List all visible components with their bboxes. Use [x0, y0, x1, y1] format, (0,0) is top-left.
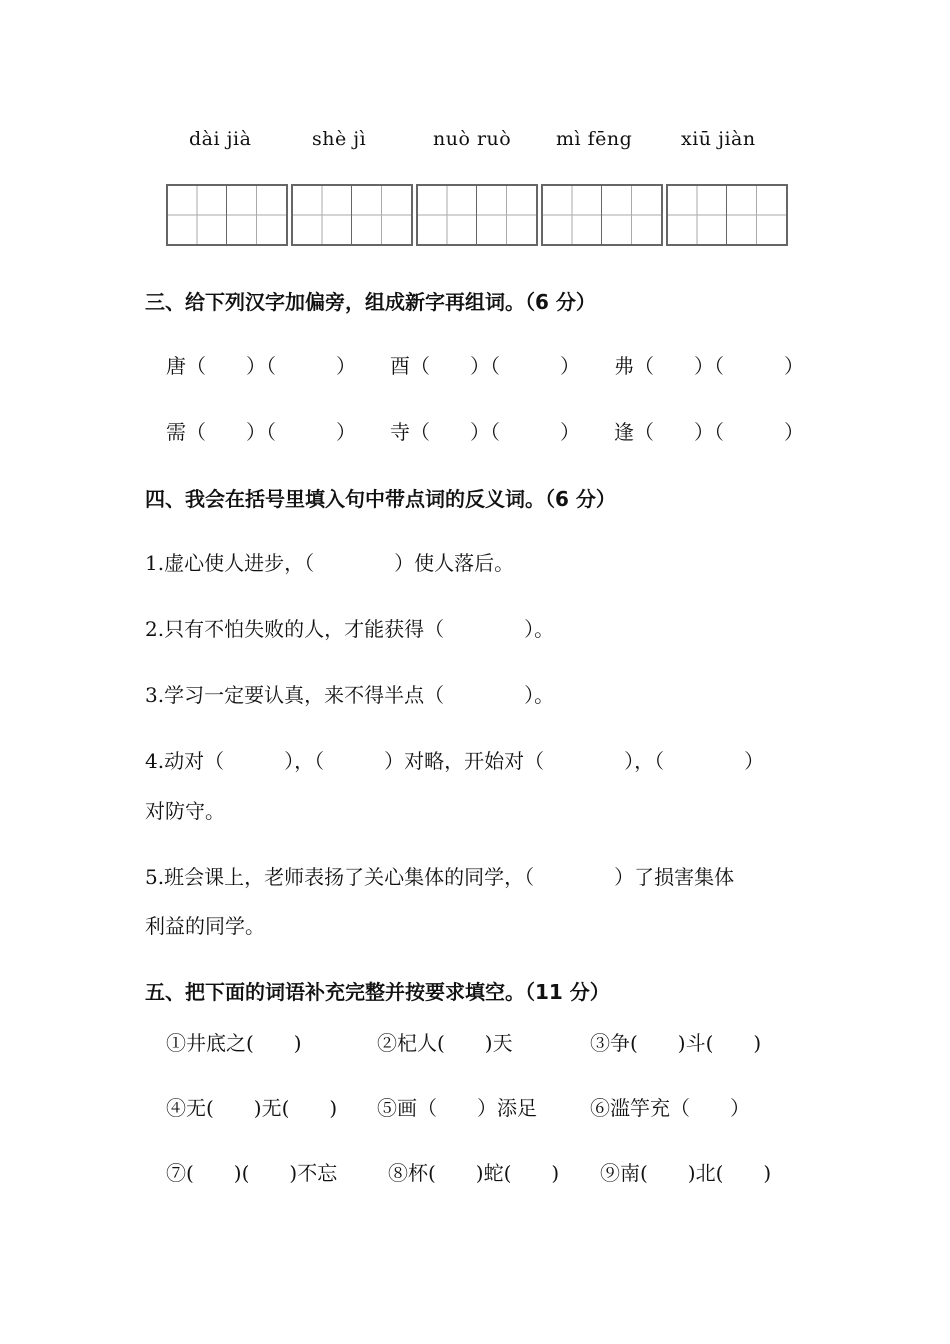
- word-box-4[interactable]: [541, 184, 663, 246]
- section5-row1: [166, 1027, 761, 1056]
- pinyin-5: xiū jiàn: [681, 128, 756, 150]
- section3-row1: [166, 350, 804, 379]
- section3-title: 三、给下列汉字加偏旁，组成新字再组词。（6 分）: [145, 290, 596, 314]
- idiom-item: ⑧杯( )蛇( ): [388, 1161, 560, 1185]
- radical-item: 逢（ ）（ ）: [614, 420, 804, 444]
- radical-item: 弗（ ）（ ）: [614, 354, 804, 378]
- idiom-item: ⑦( )( )不忘: [166, 1161, 338, 1185]
- word-box-2[interactable]: [291, 184, 413, 246]
- antonym-item-4: 4.动对（ ），（ ）对略，开始对（ ），（ ）: [145, 749, 765, 773]
- pinyin-4: mì fēng: [556, 128, 633, 150]
- idiom-item: ③争( )斗( ): [590, 1031, 762, 1055]
- pinyin-3: nuò ruò: [433, 128, 512, 150]
- word-box-5[interactable]: [666, 184, 788, 246]
- section3-row2: [166, 416, 804, 445]
- pinyin-2: shè jì: [312, 128, 367, 150]
- pinyin-1: dài jià: [189, 128, 252, 150]
- word-box-3[interactable]: [416, 184, 538, 246]
- radical-item: 寺（ ）（ ）: [390, 420, 580, 444]
- section5-row3: [166, 1157, 771, 1186]
- antonym-item-2: 2.只有不怕失败的人，才能获得（ ）。: [145, 617, 555, 641]
- word-box-1[interactable]: [166, 184, 288, 246]
- writing-grid: [166, 184, 786, 246]
- radical-item: 需（ ）（ ）: [166, 420, 356, 444]
- antonym-item-4-cont: 对防守。: [145, 799, 225, 823]
- radical-item: 酉（ ）（ ）: [390, 354, 580, 378]
- antonym-item-3: 3.学习一定要认真，来不得半点（ ）。: [145, 683, 555, 707]
- section5-row2: [166, 1092, 750, 1121]
- idiom-item: ⑨南( )北( ): [600, 1161, 772, 1185]
- idiom-item: ④无( )无( ): [166, 1096, 338, 1120]
- antonym-item-1: 1.虚心使人进步，（ ）使人落后。: [145, 551, 515, 575]
- antonym-item-5: 5.班会课上，老师表扬了关心集体的同学，（ ）了损害集体: [145, 865, 735, 889]
- idiom-item: ②杞人( )天: [377, 1031, 513, 1055]
- section4-title: 四、我会在括号里填入句中带点词的反义词。（6 分）: [145, 487, 616, 511]
- idiom-item: ⑤画（ ）添足: [377, 1096, 537, 1120]
- radical-item: 唐（ ）（ ）: [166, 354, 356, 378]
- section5-title: 五、把下面的词语补充完整并按要求填空。（11 分）: [145, 980, 610, 1004]
- idiom-item: ⑥滥竽充（ ）: [590, 1096, 750, 1120]
- idiom-item: ①井底之( ): [166, 1031, 302, 1055]
- antonym-item-5-cont: 利益的同学。: [145, 914, 265, 938]
